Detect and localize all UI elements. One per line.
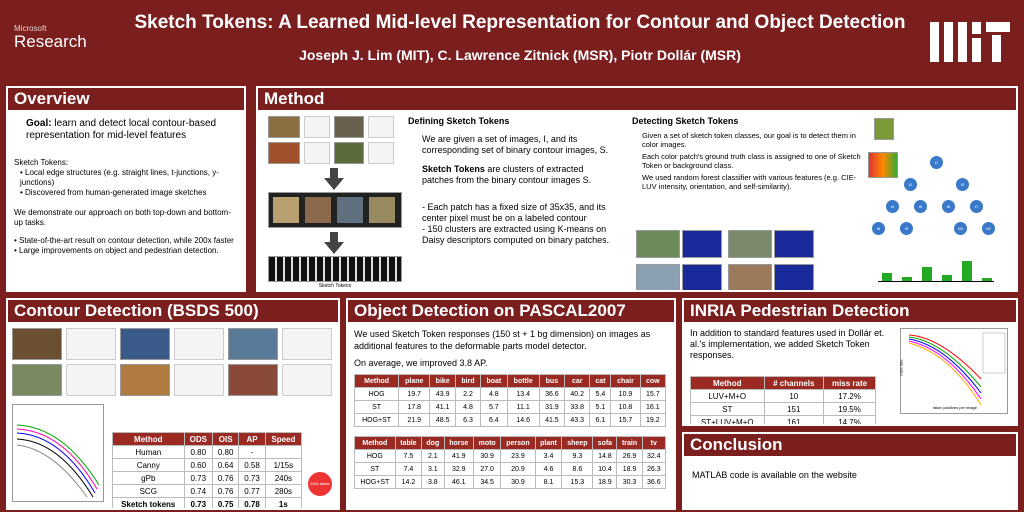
table-row <box>691 416 876 427</box>
table-cell: ST+LUV+M+O <box>691 416 765 427</box>
table-cell: 0.80 <box>212 446 238 459</box>
table-cell: 31.9 <box>539 401 564 414</box>
bsds-result-5 <box>174 364 224 396</box>
table-cell: 17.8 <box>399 401 430 414</box>
table-cell: 5.7 <box>480 401 507 414</box>
table-cell: HOG+ST <box>355 414 399 427</box>
train-sketch-3 <box>304 142 330 164</box>
table-header-cell: cat <box>590 375 611 388</box>
table-cell: 40.2 <box>565 388 590 401</box>
detect-response-3 <box>682 264 722 292</box>
table-row <box>113 498 302 511</box>
detecting-p2: Each color patch's ground truth class is assigned to one of Sketch Token or background class. <box>642 152 861 170</box>
table-cell: 0.76 <box>212 485 238 498</box>
inria-table <box>690 376 876 426</box>
table-cell: 26.3 <box>642 463 665 476</box>
detect-image-2 <box>728 230 772 258</box>
train-sketch-1 <box>304 116 330 138</box>
table-cell: - <box>239 446 265 459</box>
table-cell: 14.8 <box>593 450 617 463</box>
conclusion-text: MATLAB code is available on the website <box>692 470 857 480</box>
table-cell: 41.1 <box>430 401 456 414</box>
table-cell: 14.7% <box>824 416 876 427</box>
tree-node-t6: t6 <box>942 200 955 213</box>
table-row <box>113 446 302 459</box>
forest-feature-image <box>868 152 898 178</box>
detect-image-3 <box>636 264 680 292</box>
tree-node-t9: t9 <box>900 222 913 235</box>
table-cell: 0.80 <box>184 446 212 459</box>
defining-p2: are clusters of extracted patches from the binary contour images S. <box>422 164 592 185</box>
table-header-cell: Method <box>355 437 396 450</box>
table-header-cell: Method <box>355 375 399 388</box>
table-header-cell: table <box>395 437 421 450</box>
table-cell: 48.5 <box>430 414 456 427</box>
table-cell: Human <box>113 446 185 459</box>
table-cell: ST <box>355 463 396 476</box>
conclusion-panel <box>682 432 1018 510</box>
object-table-2 <box>354 436 666 489</box>
detect-response-1 <box>682 230 722 258</box>
method-panel <box>256 86 1018 292</box>
table-header-cell: chair <box>611 375 640 388</box>
table-header-cell: train <box>617 437 642 450</box>
tree-node-t2: t2 <box>904 178 917 191</box>
bsds-result-2 <box>174 328 224 360</box>
overview-title: Overview <box>8 88 244 112</box>
table-cell: 30.9 <box>474 450 501 463</box>
table-header-cell: miss rate <box>824 377 876 390</box>
table-cell: 7.5 <box>395 450 421 463</box>
contour-title: Contour Detection (BSDS 500) <box>8 300 338 324</box>
table-cell: ST <box>355 401 399 414</box>
table-cell: 10.8 <box>611 401 640 414</box>
defining-p1: We are given a set of images, I, and its corresponding set of binary contour images, S. <box>422 134 609 155</box>
bsds-result-3 <box>282 328 332 360</box>
inria-miss-rate-plot <box>900 328 1008 414</box>
table-cell: 0.78 <box>239 498 265 511</box>
tree-node-t11: t11 <box>982 222 995 235</box>
table-header-cell: moto <box>474 437 501 450</box>
table-header-cell: plant <box>535 437 562 450</box>
table-cell: 0.75 <box>212 498 238 511</box>
down-arrow-1-icon <box>324 178 344 190</box>
table-cell: 0.73 <box>184 498 212 511</box>
table-cell: 20.9 <box>501 463 535 476</box>
table-header-cell: Method <box>691 377 765 390</box>
table-cell: 36.6 <box>642 476 665 489</box>
tree-node-t7: t7 <box>970 200 983 213</box>
table-header-cell: horse <box>444 437 473 450</box>
table-cell: 4.8 <box>456 401 481 414</box>
table-header-cell: OIS <box>212 433 238 446</box>
table-header-cell: Speed <box>265 433 301 446</box>
bsds-image-3 <box>228 328 278 360</box>
table-cell: 8.1 <box>535 476 562 489</box>
table-cell: 1/15s <box>265 459 301 472</box>
table-cell: 3.1 <box>422 463 444 476</box>
table-cell: 280s <box>265 485 301 498</box>
table-header-cell: bike <box>430 375 456 388</box>
detecting-p3: We used random forest classifier with various features (e.g. CIE-LUV intensity, orientation, and self-similarity). <box>642 173 857 191</box>
defining-p3: - Each patch has a fixed size of 35x35, and its center pixel must be on a labeled contour <box>422 202 606 223</box>
sketch-tokens-caption: Sketch Tokens <box>318 283 352 289</box>
detecting-title: Detecting Sketch Tokens <box>632 116 739 126</box>
table-cell: 16.1 <box>640 401 665 414</box>
table-cell: 30.3 <box>617 476 642 489</box>
table-header-cell: boat <box>480 375 507 388</box>
table-cell: 3.8 <box>422 476 444 489</box>
train-image-3 <box>268 142 300 164</box>
table-header-cell: dog <box>422 437 444 450</box>
table-cell: 27.0 <box>474 463 501 476</box>
table-cell: 32.9 <box>444 463 473 476</box>
table-cell: 151 <box>764 403 824 416</box>
arrow-stem-2 <box>330 232 338 242</box>
table-cell: 5.4 <box>590 388 611 401</box>
table-header-cell: bus <box>539 375 564 388</box>
table-cell: 30.9 <box>501 476 535 489</box>
detect-response-4 <box>774 264 814 292</box>
inria-panel <box>682 298 1018 426</box>
bsds-image-6 <box>228 364 278 396</box>
tree-node-t3: t3 <box>956 178 969 191</box>
table-cell: 43.9 <box>430 388 456 401</box>
bsds-image-5 <box>120 364 170 396</box>
table-cell: 18.9 <box>617 463 642 476</box>
tree-node-t1: t1 <box>930 156 943 169</box>
table-cell: 6.1 <box>590 414 611 427</box>
table-cell: SCG <box>113 485 185 498</box>
down-arrow-2-icon <box>324 242 344 254</box>
table-cell: 11.1 <box>507 401 539 414</box>
poster-header <box>0 0 1024 76</box>
forest-input-patch <box>874 118 894 140</box>
table-cell: 41.9 <box>444 450 473 463</box>
table-header-cell: car <box>565 375 590 388</box>
contour-results-table <box>112 432 302 510</box>
tree-node-t4: t4 <box>886 200 899 213</box>
overview-approach: We demonstrate our approach on both top-down and bottom-up tasks. <box>14 208 231 227</box>
train-image-1 <box>268 116 300 138</box>
table-cell: 17.2% <box>824 390 876 403</box>
table-cell: 1s <box>265 498 301 511</box>
table-row <box>113 485 302 498</box>
arrow-stem-1 <box>330 168 338 178</box>
table-cell: 0.73 <box>239 472 265 485</box>
tree-node-t5: t5 <box>914 200 927 213</box>
table-cell: 240s <box>265 472 301 485</box>
table-header-cell: person <box>501 437 535 450</box>
leaf-histogram <box>878 250 994 282</box>
table-header-cell: cow <box>640 375 665 388</box>
table-cell: Sketch tokens <box>113 498 185 511</box>
mit-logo <box>930 22 1010 62</box>
table-cell: 10 <box>764 390 824 403</box>
table-cell: 0.77 <box>239 485 265 498</box>
table-cell: 19.7 <box>399 388 430 401</box>
defining-title: Defining Sketch Tokens <box>408 116 510 126</box>
table-header-cell: bird <box>456 375 481 388</box>
table-cell: 2.2 <box>456 388 481 401</box>
train-image-4 <box>334 142 364 164</box>
sketch-tokens-bold: Sketch Tokens <box>422 164 485 174</box>
table-row <box>691 390 876 403</box>
table-cell: 32.4 <box>642 450 665 463</box>
table-row <box>355 450 666 463</box>
ms-big-text: Research <box>14 32 87 51</box>
method-title: Method <box>258 88 1016 112</box>
table-cell: 0.76 <box>212 472 238 485</box>
table-cell: HOG <box>355 450 396 463</box>
object-title: Object Detection on PASCAL2007 <box>348 300 674 324</box>
detecting-p1: Given a set of sketch token classes, our goal is to detect them in color images. <box>642 131 856 149</box>
bsds-result-4 <box>66 364 116 396</box>
table-row <box>355 388 666 401</box>
table-header-cell: # channels <box>764 377 824 390</box>
table-header-cell: plane <box>399 375 430 388</box>
table-cell: 7.4 <box>395 463 421 476</box>
table-row <box>691 403 876 416</box>
table-cell: 9.3 <box>562 450 593 463</box>
table-cell: 0.58 <box>239 459 265 472</box>
overview-bullet-1: • State-of-the-art result on contour detection, while 200x faster <box>14 236 234 245</box>
table-cell: 36.6 <box>539 388 564 401</box>
bsds-result-1 <box>66 328 116 360</box>
table-row <box>113 459 302 472</box>
table-cell: 6.3 <box>456 414 481 427</box>
defining-p4: - 150 clusters are extracted using K-means on Daisy descriptors computed on binary patches. <box>422 224 610 245</box>
table-header-cell: ODS <box>184 433 212 446</box>
table-header-cell: AP <box>239 433 265 446</box>
table-cell: HOG <box>355 388 399 401</box>
pr-curve-plot <box>12 404 104 502</box>
table-cell: 8.6 <box>562 463 593 476</box>
detect-image-1 <box>636 230 680 258</box>
speed-stamp: 200x faster <box>308 472 332 496</box>
patch-strip <box>268 192 402 228</box>
table-cell: 19.5% <box>824 403 876 416</box>
table-cell: LUV+M+O <box>691 390 765 403</box>
sketch-tokens-bullet-1: • Local edge structures (e.g. straight lines, t-junctions, y-junctions) <box>20 168 219 187</box>
sketch-tokens-heading: Sketch Tokens: <box>14 158 69 167</box>
table-cell: 23.9 <box>501 450 535 463</box>
table-cell: 18.9 <box>593 476 617 489</box>
overview-bullet-2: • Large improvements on object and pedestrian detection. <box>14 246 219 255</box>
conclusion-title: Conclusion <box>684 434 1016 458</box>
table-cell: 26.9 <box>617 450 642 463</box>
table-cell: 5.1 <box>590 401 611 414</box>
table-cell: 15.3 <box>562 476 593 489</box>
table-cell: 10.9 <box>611 388 640 401</box>
bsds-result-6 <box>282 364 332 396</box>
overview-panel <box>6 86 246 292</box>
microsoft-research-logo <box>14 24 87 51</box>
table-cell: 10.4 <box>593 463 617 476</box>
table-cell: 6.4 <box>480 414 507 427</box>
table-cell: 161 <box>764 416 824 427</box>
table-cell: HOG+ST <box>355 476 396 489</box>
object-p2: On average, we improved 3.8 AP. <box>354 358 488 368</box>
train-image-2 <box>334 116 364 138</box>
table-cell: 0.73 <box>184 472 212 485</box>
table-cell: 46.1 <box>444 476 473 489</box>
table-cell: 19.2 <box>640 414 665 427</box>
table-cell <box>265 446 301 459</box>
contour-panel <box>6 298 340 510</box>
table-header-cell: sofa <box>593 437 617 450</box>
table-header-cell: Method <box>113 433 185 446</box>
object-p1: We used Sketch Token responses (150 st + 1 bg dimension) on images as additional features to the deformable parts model detector. <box>354 329 651 351</box>
table-cell: 15.7 <box>611 414 640 427</box>
inria-p1: In addition to standard features used in Dollár et. al.'s implementation, we added Sketch Token responses. <box>690 328 885 360</box>
sketch-token-grid <box>268 256 402 282</box>
table-row <box>355 401 666 414</box>
goal-text: learn and detect local contour-based representation for mid-level features <box>26 118 217 141</box>
table-header-cell: bottle <box>507 375 539 388</box>
poster-title: Sketch Tokens: A Learned Mid-level Representation for Contour and Object Detection <box>134 12 906 33</box>
table-row <box>113 472 302 485</box>
table-cell: 15.7 <box>640 388 665 401</box>
table-cell: 43.3 <box>565 414 590 427</box>
table-cell: 2.1 <box>422 450 444 463</box>
bsds-image-4 <box>12 364 62 396</box>
poster-authors: Joseph J. Lim (MIT), C. Lawrence Zitnick (MSR), Piotr Dollár (MSR) <box>299 47 741 63</box>
table-cell: 4.6 <box>535 463 562 476</box>
inria-xlabel: false positives per image <box>932 405 978 410</box>
object-panel <box>346 298 676 510</box>
table-cell: Canny <box>113 459 185 472</box>
table-cell: 4.8 <box>480 388 507 401</box>
table-row <box>355 463 666 476</box>
object-table-1 <box>354 374 666 427</box>
train-sketch-2 <box>368 116 394 138</box>
table-row <box>355 476 666 489</box>
table-cell: 13.4 <box>507 388 539 401</box>
bsds-image-1 <box>12 328 62 360</box>
table-cell: 33.8 <box>565 401 590 414</box>
table-cell: ST <box>691 403 765 416</box>
table-cell: 14.2 <box>395 476 421 489</box>
sketch-tokens-bullet-2: • Discovered from human-generated image sketches <box>20 188 207 197</box>
detect-image-4 <box>728 264 772 292</box>
tree-node-t8: t8 <box>872 222 885 235</box>
bsds-image-2 <box>120 328 170 360</box>
table-header-cell: tv <box>642 437 665 450</box>
table-cell: gPb <box>113 472 185 485</box>
table-cell: 34.5 <box>474 476 501 489</box>
ms-small-text: Microsoft <box>14 24 47 33</box>
tree-node-t10: t10 <box>954 222 967 235</box>
table-row <box>355 414 666 427</box>
goal-label: Goal: <box>26 118 52 129</box>
table-cell: 0.64 <box>212 459 238 472</box>
table-cell: 41.5 <box>539 414 564 427</box>
table-cell: 21.9 <box>399 414 430 427</box>
table-cell: 14.6 <box>507 414 539 427</box>
detect-response-2 <box>774 230 814 258</box>
inria-title: INRIA Pedestrian Detection <box>684 300 1016 324</box>
table-header-cell: sheep <box>562 437 593 450</box>
inria-ylabel: miss rate <box>898 359 904 376</box>
table-cell: 0.60 <box>184 459 212 472</box>
table-cell: 3.4 <box>535 450 562 463</box>
train-sketch-4 <box>368 142 394 164</box>
table-cell: 0.74 <box>184 485 212 498</box>
